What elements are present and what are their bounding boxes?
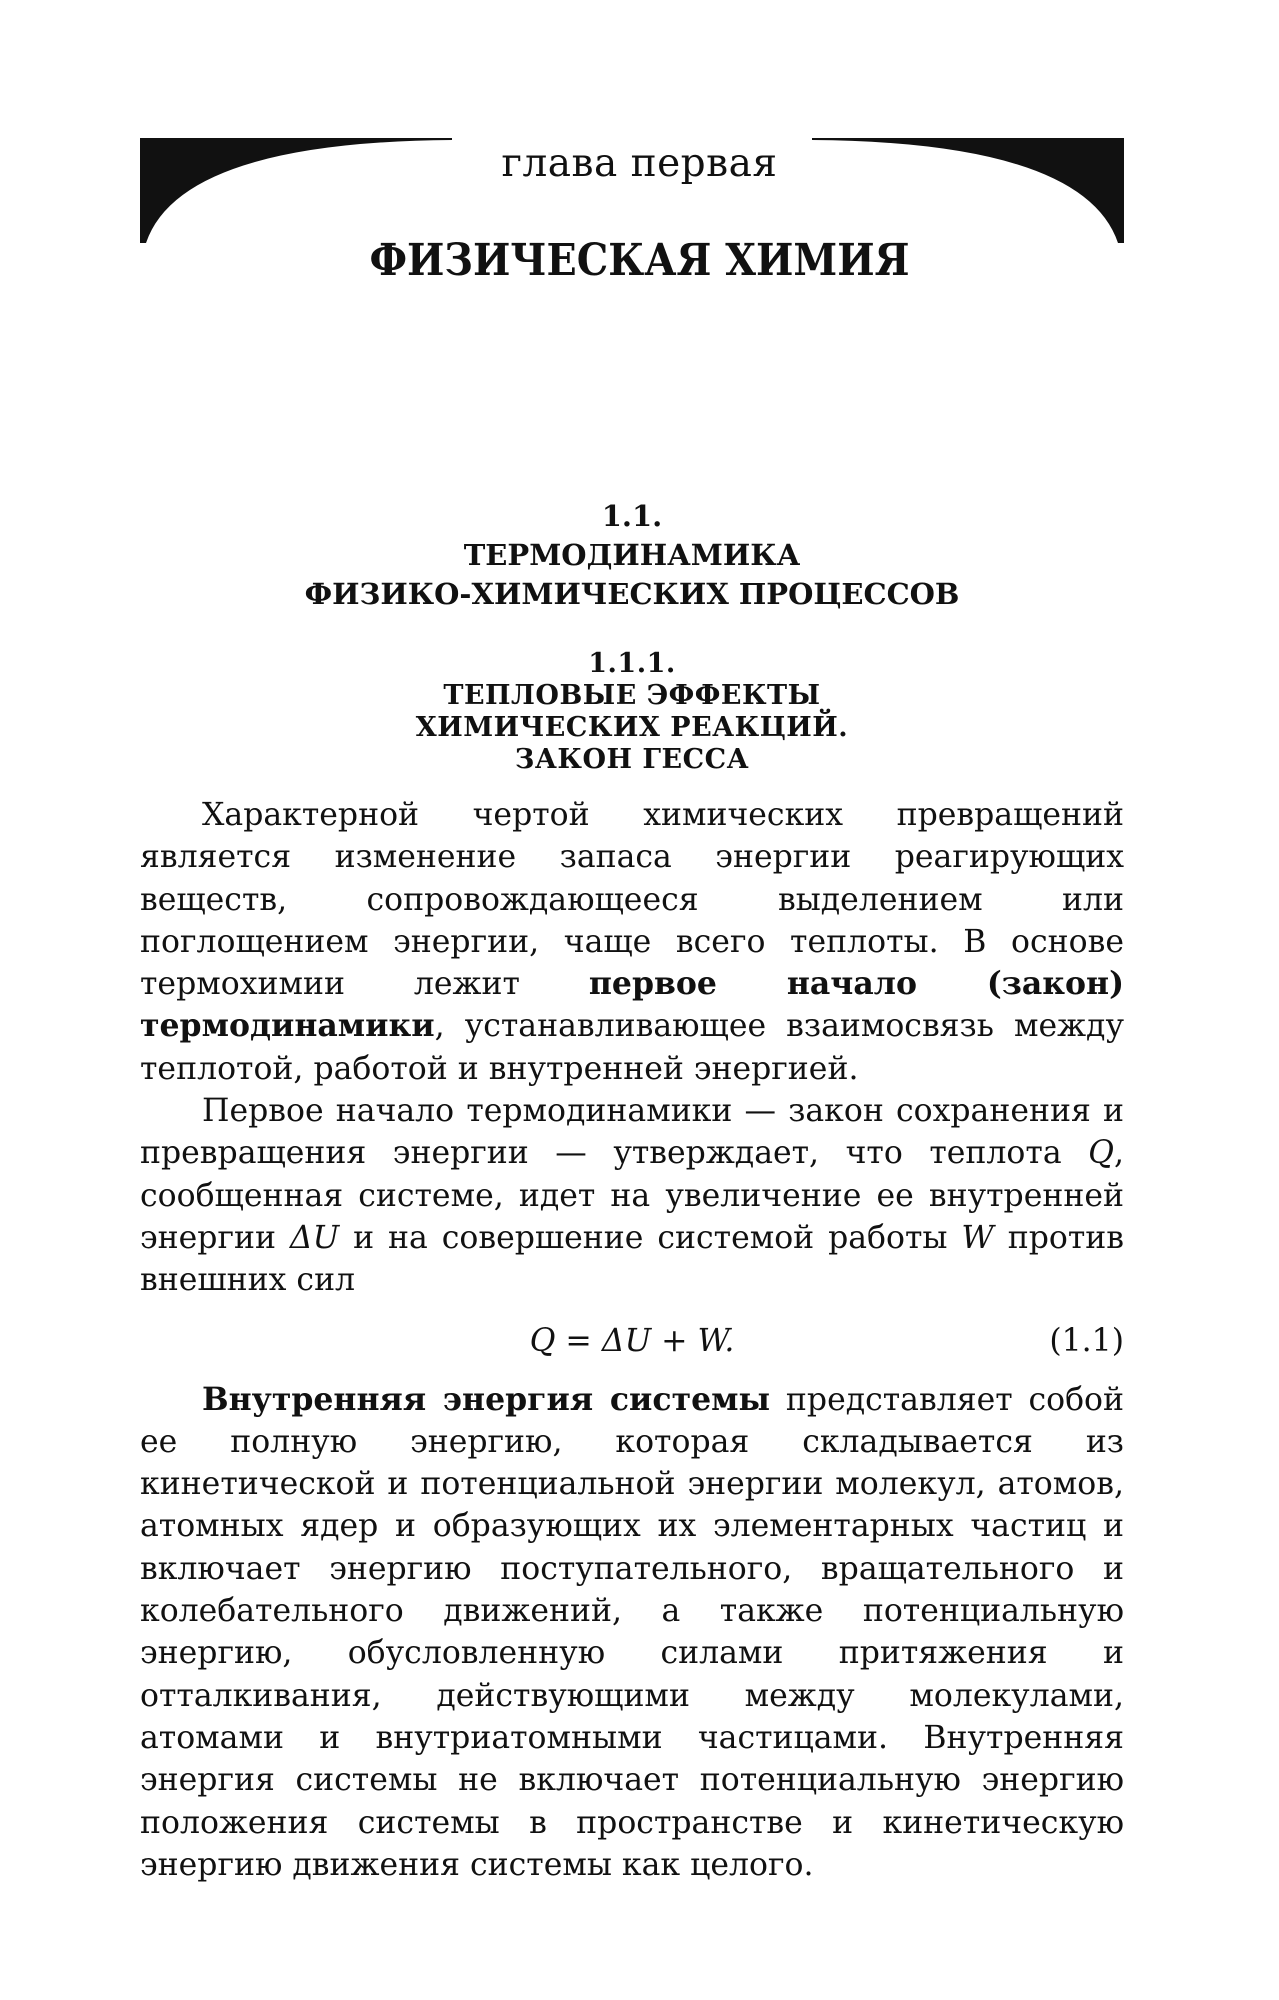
paragraph-internal-energy: Внутренняя энергия системы представляет собой ее полную энергию, которая складывается из кинетической и потенциальной энергии молекул, атомов, атомных ядер и образующих их элементарных частиц и включает энергию поступательного, вращательного и колебательного движений, а также потенциальную энергию, обусловленную силами притяжения и отталкивания, действующими между молекулами, атомами и внутриатомными частицами. Внутренняя энергия системы не включает потенциальную энергию положения системы в пространстве и кинетическую энергию движения системы как целого.	[140, 1380, 1124, 1883]
variable-q: Q	[1088, 1135, 1114, 1172]
formula-1-1	[140, 1317, 1124, 1365]
section-title-line-2: ФИЗИКО-ХИМИЧЕСКИХ ПРОЦЕССОВ	[304, 577, 960, 611]
subsection-title-line-2: ХИМИЧЕСКИХ РЕАКЦИЙ.	[415, 712, 849, 743]
subsection-heading	[140, 648, 1124, 776]
formula-expression: Q = ΔU + W.	[529, 1322, 735, 1359]
section-title-line-1: ТЕРМОДИНАМИКА	[463, 538, 801, 572]
subsection-number: 1.1.1.	[588, 648, 676, 679]
paragraph-heat-effects: Характерной чертой химических превращений является изменение запаса энергии реагирующих веществ, сопровождающееся выделением или поглощением энергии, чаще всего теплоты. В основе термохимии лежит первое начало (закон) термодинамики, устанавливающее взаимосвязь между теплотой, работой и внутренней энергией.	[140, 797, 1124, 1087]
subsection-title-line-1: ТЕПЛОВЫЕ ЭФФЕКТЫ	[443, 680, 821, 711]
subsection-title-line-3: ЗАКОН ГЕССА	[514, 744, 750, 775]
section-heading	[140, 497, 1124, 614]
chapter-label: глава первая	[501, 141, 778, 186]
variable-delta-u: ΔU	[289, 1219, 340, 1256]
term-internal-energy: Внутренняя энергия системы	[202, 1380, 771, 1418]
body-text	[140, 794, 1124, 1886]
formula-number: (1.1)	[1049, 1322, 1124, 1359]
paragraph-first-law: Первое начало термодинамики — закон сохранения и превращения энергии — утверждает, что теплота Q, сообщенная системе, идет на увеличение ее внутренней энергии ΔU и на совершение системой работы W против внешних сил	[140, 1093, 1125, 1299]
section-number: 1.1.	[601, 499, 663, 533]
variable-w: W	[961, 1219, 994, 1256]
chapter-title: ФИЗИЧЕСКАЯ ХИМИЯ	[369, 235, 910, 286]
term-first-law: первое начало (закон) термодинамики	[140, 965, 1124, 1045]
